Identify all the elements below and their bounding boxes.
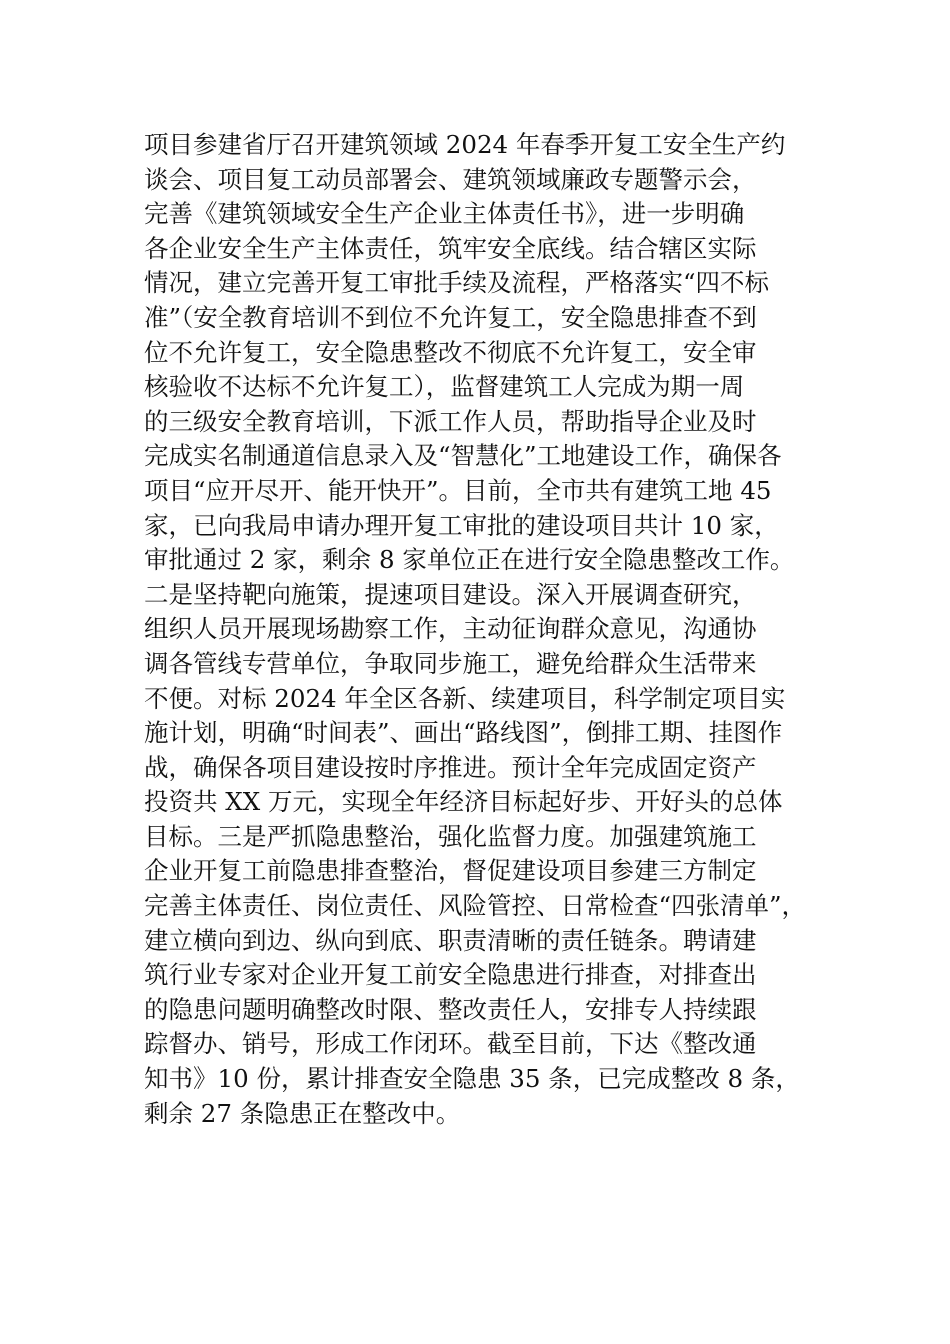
text-line: 建立横向到边、纵向到底、职责清晰的责任链条。聘请建 (144, 925, 757, 955)
text-line: 施计划，明确“时间表”、画出“路线图”，倒排工期、挂图作 (144, 718, 783, 748)
text-line: 不便。对标 2024 年全区各新、续建项目，科学制定项目实 (144, 683, 786, 713)
text-line: 完成实名制通道信息录入及“智慧化”工地建设工作，确保各 (144, 441, 782, 471)
text-line: 谈会、项目复工动员部署会、建筑领域廉政专题警示会， (144, 164, 757, 194)
text-line: 投资共 XX 万元，实现全年经济目标起好步、开好头的总体 (144, 787, 783, 817)
text-line: 位不允许复工，安全隐患整改不彻底不允许复工，安全审 (144, 337, 757, 367)
text-line: 目标。三是严抓隐患整治，强化监督力度。加强建筑施工 (144, 821, 757, 851)
text-line: 项目参建省厅召开建筑领域 2024 年春季开复工安全生产约 (144, 130, 786, 159)
text-line: 踪督办、销号，形成工作闭环。截至目前，下达《整改通 (144, 1029, 757, 1059)
text-line: 审批通过 2 家，剩余 8 家单位正在进行安全隐患整改工作。 (144, 545, 795, 575)
text-line: 各企业安全生产主体责任，筑牢安全底线。结合辖区实际 (144, 233, 757, 263)
text-line: 核验收不达标不允许复工），监督建筑工人完成为期一周 (144, 372, 745, 402)
text-line: 组织人员开展现场勘察工作，主动征询群众意见，沟通协 (144, 614, 757, 644)
text-line: 二是坚持靶向施策，提速项目建设。深入开展调查研究， (144, 579, 757, 609)
text-line: 项目“应开尽开、能开快开”。目前，全市共有建筑工地 45 (144, 475, 772, 505)
text-line: 企业开复工前隐患排查整治，督促建设项目参建三方制定 (144, 856, 757, 886)
text-line: 筑行业专家对企业开复工前安全隐患进行排查，对排查出 (144, 960, 757, 990)
text-line: 剩余 27 条隐患正在整改中。 (144, 1098, 461, 1128)
body-paragraph (144, 128, 814, 1131)
text-line: 的三级安全教育培训，下派工作人员，帮助指导企业及时 (144, 406, 757, 436)
text-line: 家，已向我局申请办理开复工审批的建设项目共计 10 家， (144, 510, 779, 540)
text-line: 准”（安全教育培训不到位不允许复工，安全隐患排查不到 (144, 302, 757, 332)
text-line: 调各管线专营单位，争取同步施工，避免给群众生活带来 (144, 648, 757, 678)
text-line: 情况，建立完善开复工审批手续及流程，严格落实“四不标 (144, 268, 770, 298)
text-line: 完善《建筑领域安全生产企业主体责任书》，进一步明确 (144, 199, 745, 229)
text-line: 的隐患问题明确整改时限、整改责任人，安排专人持续跟 (144, 994, 757, 1024)
text-line: 完善主体责任、岗位责任、风险管控、日常检查“四张清单”， (144, 891, 807, 921)
text-line: 知书》10 份，累计排查安全隐患 35 条，已完成整改 8 条， (144, 1064, 800, 1094)
text-line: 战，确保各项目建设按时序推进。预计全年完成固定资产 (144, 752, 757, 782)
